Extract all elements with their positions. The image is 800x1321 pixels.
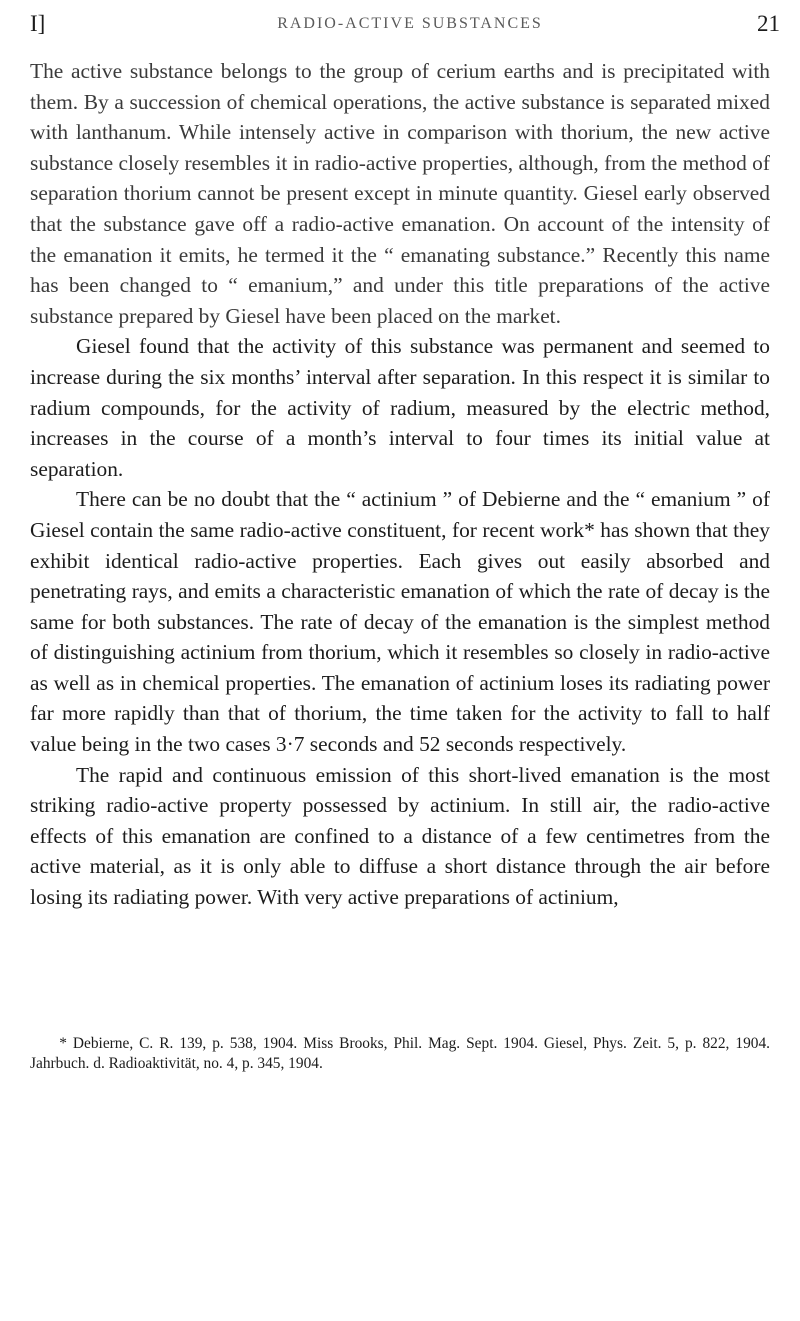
paragraph-1: The active substance belongs to the group of cerium earths and is precipitated with them. By a succession of chemical operations, the active substance is separated mixed with lanthanum. While intensely active in comparison with thorium, the new active substance closely resembles it in radio-active properties, although, from the method of separation thorium cannot be present except in minute quantity. Giesel early observed that the substance gave off a radio-active emanation. On account of the intensity of the emanation it emits, he termed it the “ emanating substance.” Recently this name has been changed to “ emanium,” and under this title preparations of the active substance prepared by Giesel have been placed on the market.	[30, 59, 770, 328]
running-header	[30, 6, 790, 42]
footnotes	[30, 1034, 770, 1074]
chapter-marker: I]	[30, 11, 46, 36]
footnote: * Debierne, C. R. 139, p. 538, 1904. Miss Brooks, Phil. Mag. Sept. 1904. Giesel, Phys. Zeit. 5, p. 822, 1904. Jahrbuch. d. Radioaktivität, no. 4, p. 345, 1904.	[30, 1035, 770, 1072]
paragraph-4: The rapid and continuous emission of this short-lived emanation is the most striking radio-active property possessed by actinium. In still air, the radio-active effects of this emanation are confined to a distance of a few centimetres from the active material, as it is only able to diffuse a short distance through the air before losing its radiating power. With very active preparations of actinium,	[30, 762, 770, 910]
paragraph-2: Giesel found that the activity of this substance was permanent and seemed to increase during the six months’ interval after separation. In this respect it is similar to radium compounds, for the activity of radium, measured by the electric method, increases in the course of a month’s interval to four times its initial value at separation.	[30, 334, 770, 481]
page-number: 21	[757, 11, 780, 36]
body-text	[30, 56, 770, 913]
paragraph-3: There can be no doubt that the “ actinium ” of Debierne and the “ emanium ” of Giesel contain the same radio-active constituent, for recent work* has shown that they exhibit identical radio-active properties. Each gives out easily absorbed and penetrating rays, and emits a characteristic emanation of which the rate of decay is the same for both substances. The rate of decay of the emanation is the simplest method of distinguishing actinium from thorium, which it resembles so closely in radio-active as well as in chemical properties. The emanation of actinium loses its radiating power far more rapidly than that of thorium, the time taken for the activity to fall to half value being in the two cases 3·7 seconds and 52 seconds respectively.	[30, 487, 770, 757]
running-title: RADIO-ACTIVE SUBSTANCES	[277, 15, 543, 32]
